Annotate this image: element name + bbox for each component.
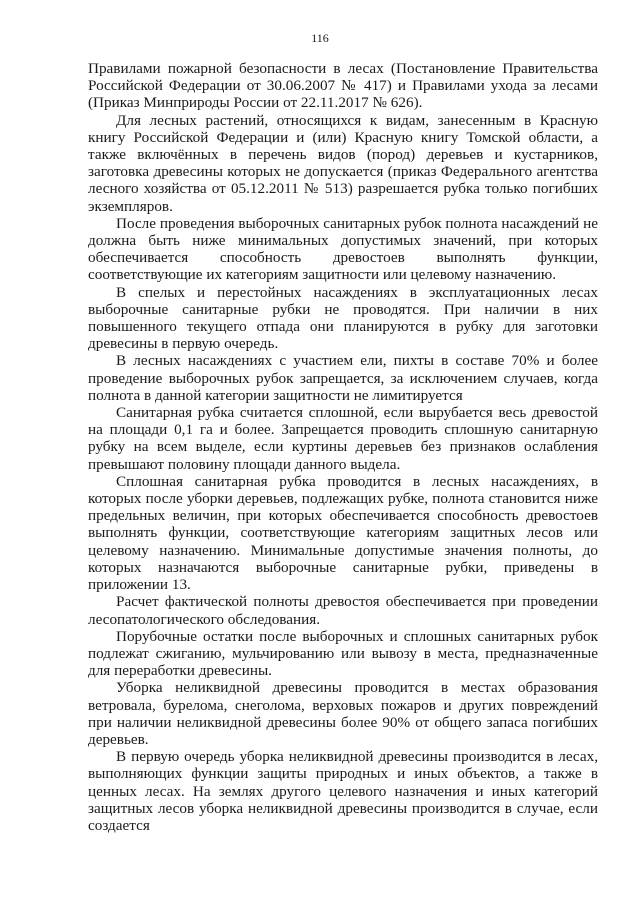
page-number: 116	[311, 31, 329, 45]
paragraph: В лесных насаждениях с участием ели, пихты в составе 70% и более проведение выборочных рубок запрещается, за исключением случаев, когда полнота в данной категории защитности не лимитируется	[88, 352, 598, 404]
paragraph: В первую очередь уборка неликвидной древесины производится в лесах, выполняющих функции защиты природных и иных объектов, а также в ценных лесах. На землях другого целевого назначения и иных категорий защитных лесов уборка неликвидной древесины производится в случае, если создается	[88, 748, 598, 834]
paragraph: Сплошная санитарная рубка проводится в лесных насаждениях, в которых после уборки деревьев, подлежащих рубке, полнота становится ниже предельных величин, при которых обеспечивается способность древостоев выполнять функции, соответствующие категориям защитных лесов или целевому назначению. Минимальные допустимые значения полноты, до которых назначаются выборочные санитарные рубки, приведены в приложении 13.	[88, 472, 598, 594]
paragraph: Правилами пожарной безопасности в лесах (Постановление Правительства Российской Федерации от 30.06.2007 № 417) и Правилами ухода за лесами (Приказ Минприроды России от 22.11.2017 № 626).	[88, 60, 598, 112]
paragraph: Уборка неликвидной древесины проводится в местах образования ветровала, бурелома, снеголома, верховых пожаров и других повреждений при наличии неликвидной древесины более 90% от общего запаса погибших деревьев.	[88, 679, 598, 748]
paragraph: Для лесных растений, относящихся к видам, занесенным в Красную книгу Российской Федерации и (или) Красную книгу Томской области, а также включённых в перечень видов (пород) деревьев и кустарников, заготовка древесины которых не допускается (приказ Федерального агентства лесного хозяйства от 05.12.2011 № 513) разрешается рубка только погибших экземпляров.	[88, 111, 598, 215]
paragraph: Санитарная рубка считается сплошной, если вырубается весь древостой на площади 0,1 га и более. Запрещается проводить сплошную санитарную рубку на всем выделе, если куртины деревьев без признаков ослабления превышают половину площади данного выдела.	[88, 404, 598, 473]
paragraph: После проведения выборочных санитарных рубок полнота насаждений не должна быть ниже минимальных допустимых значений, при которых обеспечивается способность древостоев выполнять функции, соответствующие их категориям защитности или целевому назначению.	[88, 214, 598, 284]
paragraph: Порубочные остатки после выборочных и сплошных санитарных рубок подлежат сжиганию, мульчированию или вывозу в места, предназначенные для переработки древесины.	[88, 627, 598, 680]
document-body	[88, 60, 598, 834]
paragraph: Расчет фактической полноты древостоя обеспечивается при проведении лесопатологического обследования.	[88, 593, 598, 628]
paragraph: В спелых и перестойных насаждениях в эксплуатационных лесах выборочные санитарные рубки не проводятся. При наличии в них повышенного текущего отпада они планируются в рубку для заготовки древесины в первую очередь.	[88, 283, 598, 353]
